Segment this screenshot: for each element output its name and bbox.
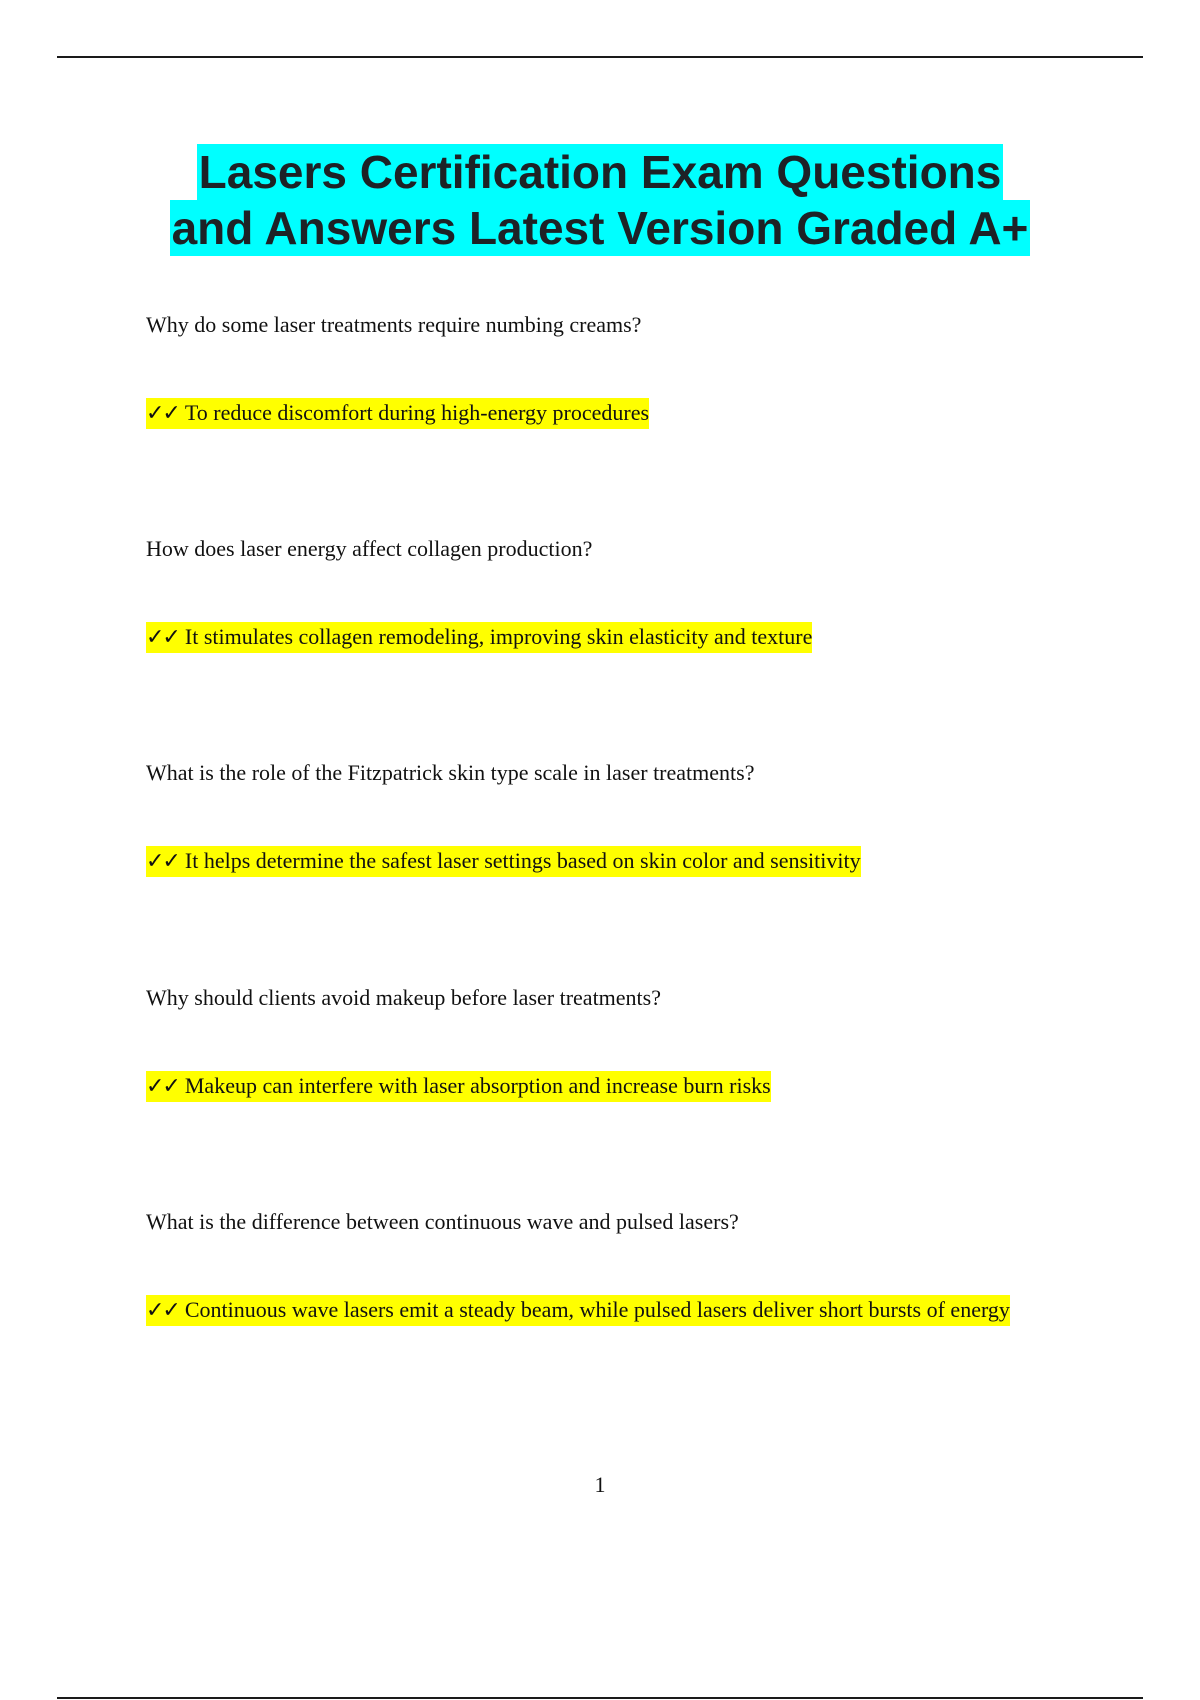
question-text: Why do some laser treatments require numbing creams? (146, 312, 642, 337)
question-text: What is the role of the Fitzpatrick skin type scale in laser treatments? (146, 760, 755, 785)
question-text: How does laser energy affect collagen production? (146, 536, 593, 561)
top-divider (57, 56, 1143, 58)
answer-label: It stimulates collagen remodeling, improving skin elasticity and texture (184, 624, 813, 649)
answer-text (146, 606, 1066, 669)
answer-label: Continuous wave lasers emit a steady beam, while pulsed lasers deliver short bursts of energy (184, 1297, 1010, 1322)
qa-item-4 (146, 985, 1066, 1118)
answer-label: To reduce discomfort during high-energy procedures (184, 400, 650, 425)
page-number: 1 (594, 1472, 606, 1497)
check-icon: ✓✓ (146, 1298, 179, 1323)
answer-highlight (146, 1295, 1010, 1326)
answer-highlight (146, 398, 649, 429)
title-line-1: Lasers Certification Exam Questions (198, 146, 1002, 198)
check-icon: ✓✓ (146, 401, 179, 426)
qa-item-5 (146, 1209, 1066, 1342)
check-icon: ✓✓ (146, 1074, 179, 1099)
answer-text (146, 1279, 1066, 1342)
qa-item-3 (146, 760, 1066, 893)
qa-item-1 (146, 312, 1066, 445)
answer-highlight (146, 846, 861, 877)
bottom-divider (57, 1697, 1143, 1699)
answer-text (146, 1055, 1066, 1118)
question-text: What is the difference between continuous wave and pulsed lasers? (146, 1209, 739, 1234)
title-line-2: and Answers Latest Version Graded A+ (171, 202, 1029, 254)
answer-label: Makeup can interfere with laser absorption and increase burn risks (184, 1073, 771, 1098)
answer-label: It helps determine the safest laser settings based on skin color and sensitivity (184, 848, 861, 873)
answer-highlight (146, 1071, 771, 1102)
document-title (0, 144, 1200, 256)
answer-text (146, 382, 1066, 445)
question-text: Why should clients avoid makeup before laser treatments? (146, 985, 661, 1010)
answer-highlight (146, 622, 812, 653)
qa-item-2 (146, 536, 1066, 669)
check-icon: ✓✓ (146, 849, 179, 874)
check-icon: ✓✓ (146, 625, 179, 650)
answer-text (146, 830, 1066, 893)
